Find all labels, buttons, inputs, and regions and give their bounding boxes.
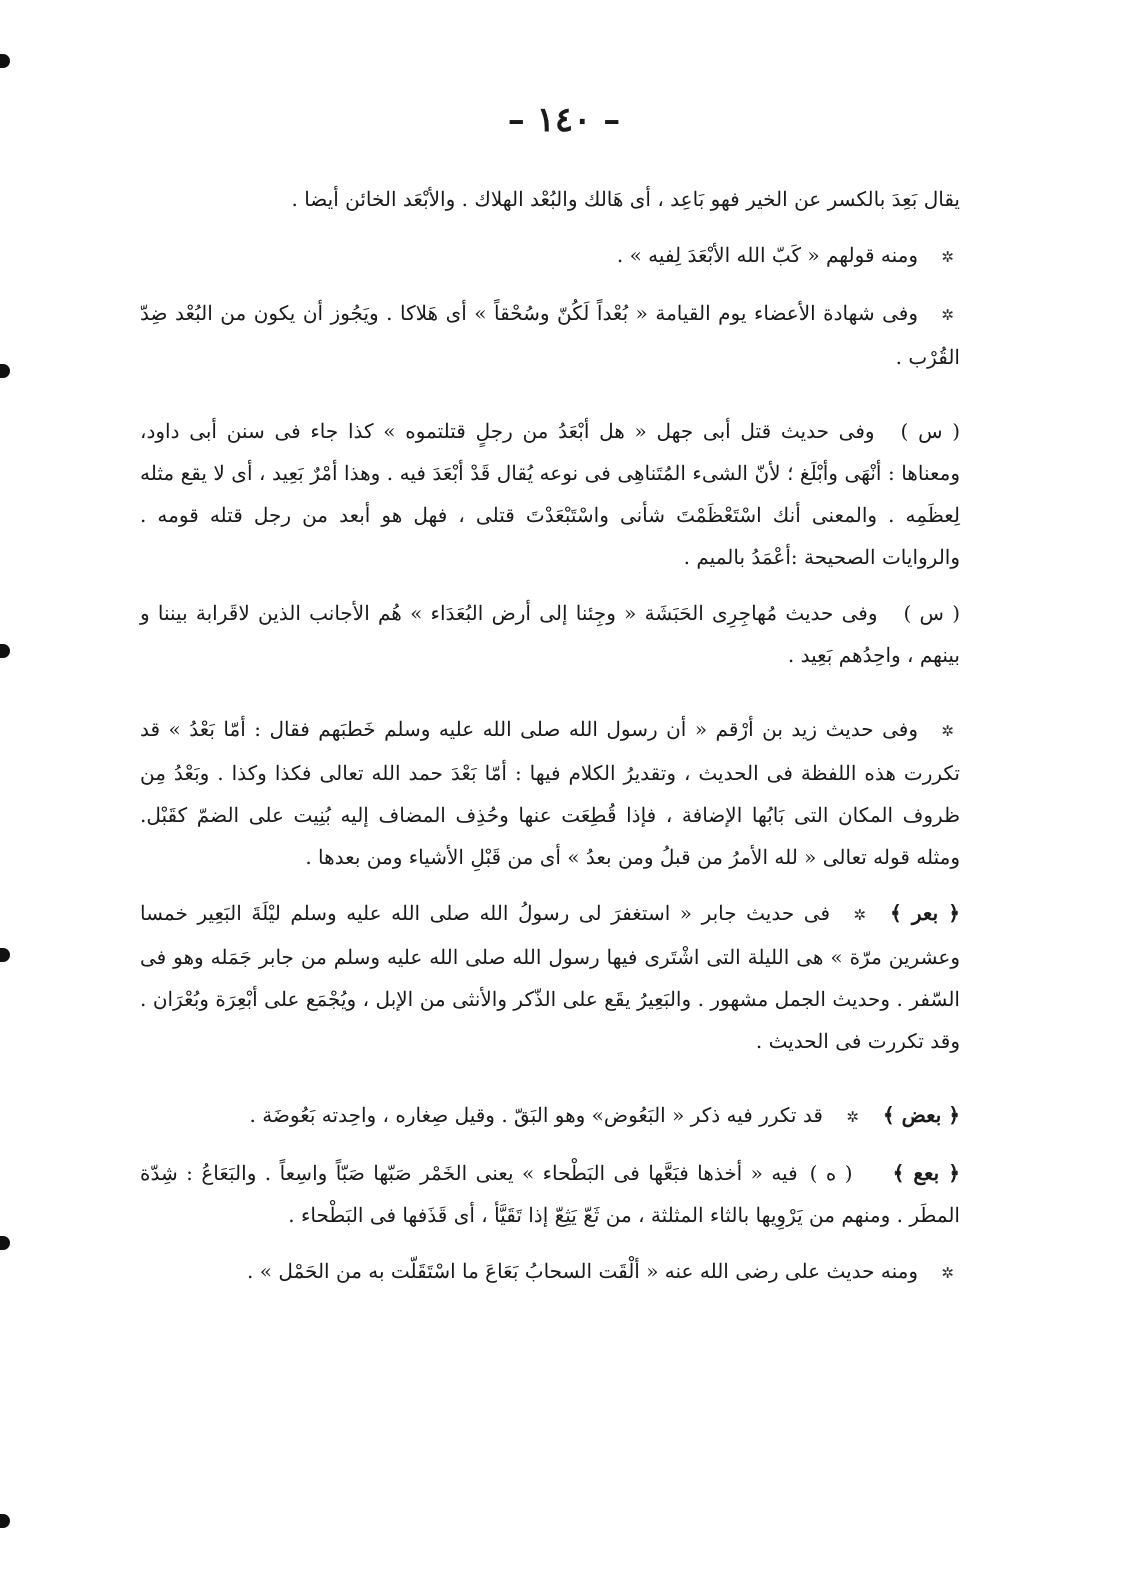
page-number: – ١٤٠ – (507, 100, 621, 140)
star-icon: ✲ (846, 1108, 859, 1126)
paragraph-text: وفى حديث مُهاجِرِى الحَبَشَة « وجِئنا إلى أرض البُعَدَاء » هُم الأجانب الذين لاقَرابة بيننا و بينهم ، واحِدُهم بَعِيد . (140, 601, 960, 667)
headword: ﴿ بعض ﴾ (882, 1103, 960, 1127)
headword: ﴿ بعر ﴾ (890, 901, 960, 925)
paragraph (140, 592, 960, 676)
paragraph-text: وفى شهادة الأعضاء يوم القيامة « بُعْداً لَكُنّ وسُحْقاً » أى هَلاكا . ويَجُوز أن يكون من البُعْد ضِدّ القُرْب . (140, 301, 960, 369)
entry-paragraph (140, 1152, 960, 1236)
paragraph (140, 708, 960, 878)
headword: ﴿ بعع ﴾ (892, 1161, 960, 1185)
source-marker-sin: ( س ) (903, 601, 960, 625)
star-icon: ✲ (941, 306, 954, 324)
paragraph (140, 1250, 960, 1294)
scan-edge-mark (0, 54, 10, 68)
source-marker-ha: ( ه ) (809, 1161, 853, 1185)
paragraph-text: وفى حديث زيد بن أرْقم « أن رسول الله صلى الله عليه وسلم خَطبَهم فقال : أمّا بَعْدُ » قد تكررت هذه اللفظة فى الحديث ، وتقديرُ الكلام فيها : أمّا بَعْدَ حمد الله تعالى فكذا وكذا . وبَعْدُ مِن ظروف المكان التى بَابُها الإضافة ، فإذا قُطِعَت عنها وحُذِف المضاف إليه بُنِيت على الضمّ كقَبْل. ومثله قوله تعالى « لله الأمرُ من قبلُ ومن بعدُ » أى من قَبْلِ الأشياء ومن بعدها . (140, 717, 960, 869)
paragraph-text: فى حديث جابر « استغفرَ لى رسولُ الله صلى الله عليه وسلم ليْلَةَ البَعِير خمسا وعشرين مرّة » هى الليلة التى اشْتَرى فيها رسول الله صلى الله عليه وسلم من جابر جَمَله وهو فى السّفر . وحديث الجمل مشهور . والبَعِيرُ يقَع على الذّكر والأنثى من الإبل ، ويُجْمَع على أبْعِرَة وبُعْرَان . وقد تكررت فى الحديث . (140, 901, 960, 1053)
entry-paragraph (140, 892, 960, 1062)
paragraph (140, 292, 960, 378)
paragraph-text: ومنه قولهم « كَبّ الله الأبْعَدَ لِفيه » . (616, 243, 918, 267)
paragraph-text: ومنه حديث على رضى الله عنه « ألْقَت السحابُ بَعَاعَ ما اسْتَقَلّت به من الحَمْل » . (247, 1259, 918, 1283)
scan-edge-mark (0, 644, 10, 658)
paragraph-text: فيه « أخذها فبَعَّها فى البَطْحاء » يعنى الخَمْر صَبّها صَبّاً واسِعاً . والبَعَاعُ : شِدّة المطَر . ومنهم من يَرْوِيها بالثاء المثلثة ، من ثَعّ يَثِعّ إذا تَقَيَّأ ، أى قَذَفها فى البَطْحاء . (140, 1161, 960, 1227)
scan-edge-mark (0, 364, 10, 378)
entry-paragraph (140, 1094, 960, 1138)
paragraph-text: قد تكرر فيه ذكر « البَعُوض» وهو البَقّ . وقيل صِغاره ، واحِدته بَعُوضَة . (249, 1103, 823, 1127)
paragraph (140, 178, 960, 220)
star-icon: ✲ (853, 906, 867, 924)
page-body (140, 178, 960, 1294)
scan-edge-mark (0, 948, 10, 962)
scan-edge-mark (0, 1236, 10, 1250)
star-icon: ✲ (941, 1264, 954, 1282)
paragraph (140, 410, 960, 578)
paragraph (140, 234, 960, 278)
star-icon: ✲ (941, 722, 954, 740)
star-icon: ✲ (941, 248, 954, 266)
source-marker-sin: ( س ) (900, 419, 961, 443)
paragraph-text: وفى حديث قتل أبى جهل « هل أبْعَدُ من رجلٍ قتلتموه » كذا جاء فى سنن أبى داود، ومعناها : أنْهَى وأبْلَغ ؛ لأنّ الشىء المُتَناهِى فى نوعه يُقال قَدْ أبْعَدَ فيه . وهذا أمْرٌ بَعِيد ، أى لا يقع مثله لِعظَمِه . والمعنى أنك اسْتَعْظَمْتَ شأنى واسْتَبْعَدْتَ قتلى ، فهل هو أبعد من رجل قتله قومه . والروايات الصحيحة :أعْمَدُ بالميم . (140, 419, 960, 569)
scan-edge-mark (0, 1514, 10, 1528)
paragraph-text: يقال بَعِدَ بالكسر عن الخير فهو بَاعِد ، أى هَالك والبُعْد الهلاك . والأبْعَد الخائن أيضا . (291, 187, 960, 211)
